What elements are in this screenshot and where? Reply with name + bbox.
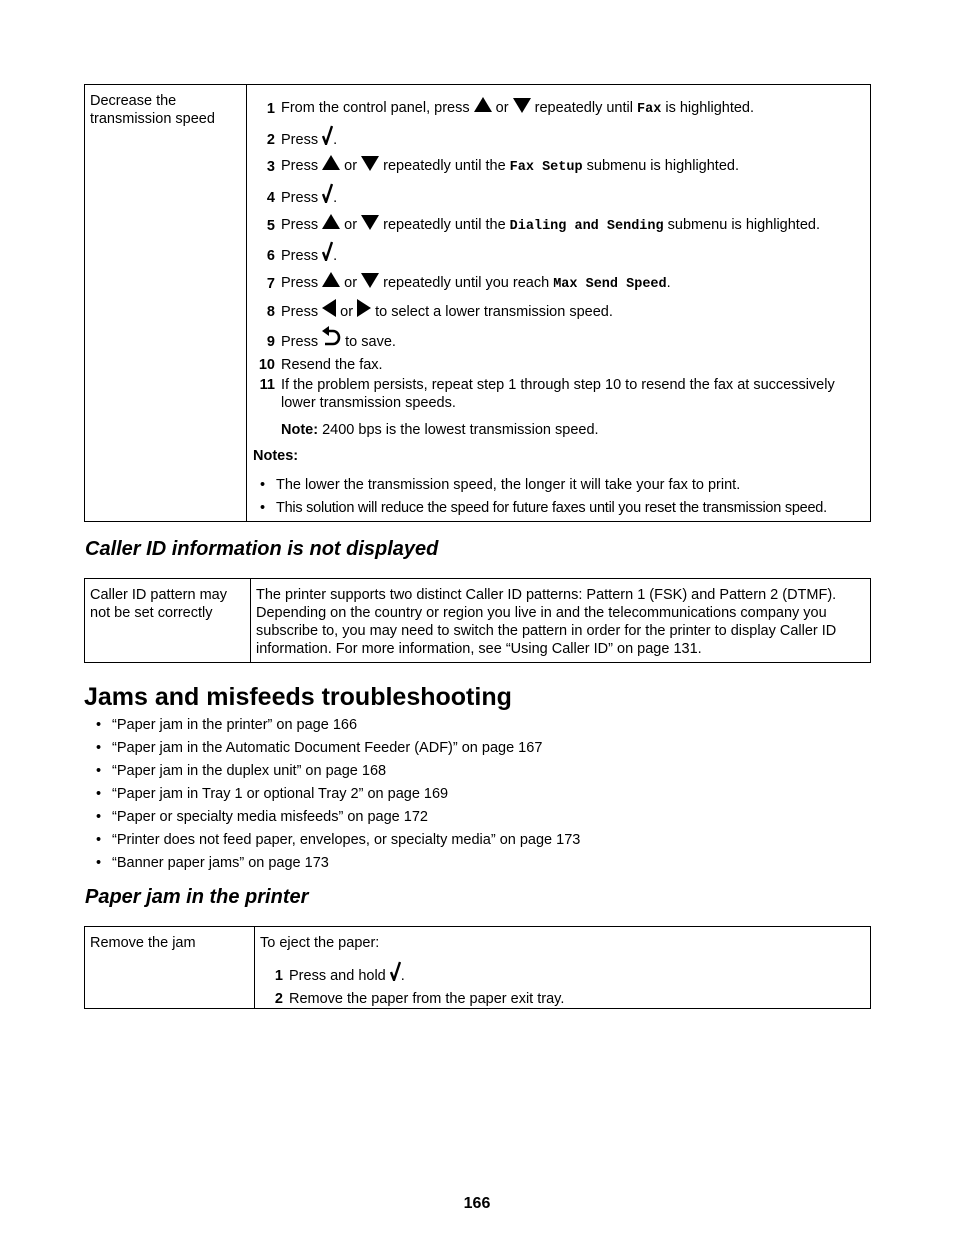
notes-list <box>247 474 870 520</box>
problem-cell <box>85 85 247 522</box>
step-11 <box>247 376 870 412</box>
step-text: Press <box>281 304 319 320</box>
notes-heading: Notes: <box>253 448 299 464</box>
step-text: . <box>400 968 405 984</box>
problem-text: Caller ID pattern may not be set correctly <box>90 587 227 621</box>
step-text: . <box>333 248 338 264</box>
up-arrow-icon <box>322 155 340 171</box>
problem-cell <box>85 579 251 663</box>
intro-text: To eject the paper: <box>260 935 380 951</box>
checkmark-icon <box>390 961 401 981</box>
link-text[interactable]: “Paper jam in the duplex unit” on page 168 <box>112 763 387 779</box>
step-number: 9 <box>266 334 275 350</box>
step-text: submenu is highlighted. <box>667 217 820 233</box>
list-item[interactable]: • “Paper or specialty media misfeeds” on page 172 <box>96 809 428 825</box>
menu-item-name: Max Send Speed <box>553 277 667 292</box>
back-arrow-icon <box>322 326 341 347</box>
step-number: 3 <box>266 159 275 175</box>
solution-cell <box>247 85 871 522</box>
step-text: or <box>344 158 358 174</box>
step-text: or <box>340 304 354 320</box>
step-text: Resend the fax. <box>281 357 383 373</box>
step-text: or <box>344 275 358 291</box>
menu-item-name: Dialing and Sending <box>509 219 664 234</box>
list-item: • This solution will reduce the speed for future faxes until you reset the transmission speed. <box>247 497 870 520</box>
step-text: is highlighted. <box>665 100 755 116</box>
step-8 <box>247 298 870 320</box>
step-2 <box>255 987 870 1007</box>
step-text: . <box>666 275 671 291</box>
list-item[interactable]: • “Paper jam in the printer” on page 166 <box>96 717 358 733</box>
note-item-text: This solution will reduce the speed for future faxes until you reset the transmission speed. <box>276 500 827 516</box>
step-4 <box>247 182 870 206</box>
note-text: 2400 bps is the lowest transmission speed. <box>322 422 599 438</box>
step-number: 5 <box>266 218 275 234</box>
step-3 <box>247 153 870 175</box>
checkmark-icon <box>322 241 333 261</box>
step-text: repeatedly until <box>534 100 633 116</box>
link-text[interactable]: “Paper jam in the Automatic Document Feeder (ADF)” on page 167 <box>112 740 543 756</box>
problem-text: Remove the jam <box>90 935 196 951</box>
step-number: 10 <box>258 357 275 373</box>
step-text: From the control panel, press <box>281 100 470 116</box>
step-text: Press <box>281 275 319 291</box>
link-text[interactable]: “Banner paper jams” on page 173 <box>112 855 329 871</box>
problem-cell <box>85 927 255 1009</box>
step-number: 2 <box>266 132 275 148</box>
step-number: 11 <box>259 377 275 393</box>
list-item: • The lower the transmission speed, the longer it will take your fax to print. <box>247 474 870 497</box>
step-text: . <box>333 190 338 206</box>
step-text: Press and hold <box>289 968 386 984</box>
up-arrow-icon <box>322 272 340 288</box>
checkmark-icon <box>322 183 333 203</box>
down-arrow-icon <box>361 272 379 288</box>
step-number: 8 <box>266 304 275 320</box>
up-arrow-icon <box>474 97 492 113</box>
jams-heading: Jams and misfeeds troubleshooting <box>84 683 512 711</box>
left-arrow-icon <box>322 299 336 317</box>
checkmark-icon <box>322 125 333 145</box>
caller-id-heading: Caller ID information is not displayed <box>85 538 439 560</box>
step-text: Press <box>281 190 319 206</box>
solution-text: The printer supports two distinct Caller ID patterns: Pattern 1 (FSK) and Pattern 2 (DTMF). Depending on the country or region you live in and the telecommunications company you subscribe to, you may need to switch the pattern in order for the printer to display Caller ID information. For more information, see “Using Caller ID” on page 131. <box>256 587 837 657</box>
step-1 <box>255 960 870 984</box>
transmission-speed-table <box>84 84 871 522</box>
step-1 <box>247 95 870 117</box>
step-text: or <box>495 100 509 116</box>
problem-text: Decrease the transmission speed <box>90 93 215 127</box>
list-item[interactable]: • “Paper jam in the duplex unit” on page 168 <box>96 763 387 779</box>
down-arrow-icon <box>361 214 379 230</box>
menu-item-name: Fax Setup <box>509 160 583 175</box>
link-text[interactable]: “Paper jam in Tray 1 or optional Tray 2” on page 169 <box>112 786 449 802</box>
down-arrow-icon <box>361 155 379 171</box>
step-10 <box>247 353 870 373</box>
step-text: Remove the paper from the paper exit tray. <box>289 991 565 1007</box>
link-text[interactable]: “Paper or specialty media misfeeds” on page 172 <box>112 809 428 825</box>
step-5 <box>247 212 870 234</box>
up-arrow-icon <box>322 214 340 230</box>
step-number: 7 <box>266 276 275 292</box>
jams-link-list <box>96 714 580 875</box>
list-item[interactable]: • “Printer does not feed paper, envelopes, or specialty media” on page 173 <box>96 832 581 848</box>
step-note <box>281 420 599 440</box>
list-item[interactable]: • “Banner paper jams” on page 173 <box>96 855 329 871</box>
step-6 <box>247 240 870 264</box>
step-text: Press <box>281 248 319 264</box>
step-text: . <box>333 132 338 148</box>
paper-jam-table <box>84 926 871 1009</box>
menu-item-name: Fax <box>637 102 662 117</box>
down-arrow-icon <box>513 97 531 113</box>
list-item[interactable]: • “Paper jam in Tray 1 or optional Tray 2” on page 169 <box>96 786 449 802</box>
step-text: Press <box>281 132 319 148</box>
step-number: 1 <box>266 101 275 117</box>
step-text: repeatedly until you reach <box>383 275 550 291</box>
step-text: repeatedly until the <box>383 158 506 174</box>
step-text: Press <box>281 158 319 174</box>
step-7 <box>247 270 870 292</box>
step-text: to select a lower transmission speed. <box>375 304 613 320</box>
step-text: Press <box>281 217 319 233</box>
page-number: 166 <box>463 1195 491 1212</box>
step-2 <box>247 124 870 148</box>
step-text: If the problem persists, repeat step 1 through step 10 to resend the fax at successively lower transmission speeds. <box>281 377 835 411</box>
solution-cell <box>251 579 871 663</box>
note-item-text: The lower the transmission speed, the longer it will take your fax to print. <box>276 477 741 493</box>
solution-cell <box>255 927 871 1009</box>
step-text: Press <box>281 334 319 350</box>
list-item[interactable]: • “Paper jam in the Automatic Document Feeder (ADF)” on page 167 <box>96 740 543 756</box>
step-text: to save. <box>345 334 396 350</box>
step-number: 2 <box>274 991 283 1007</box>
step-text: submenu is highlighted. <box>586 158 739 174</box>
link-text[interactable]: “Printer does not feed paper, envelopes, or specialty media” on page 173 <box>112 832 581 848</box>
step-text: repeatedly until the <box>383 217 506 233</box>
caller-id-table <box>84 578 871 663</box>
link-text[interactable]: “Paper jam in the printer” on page 166 <box>112 717 358 733</box>
paper-jam-heading: Paper jam in the printer <box>85 886 309 908</box>
note-label: Note: <box>281 422 319 438</box>
step-text: or <box>344 217 358 233</box>
step-9 <box>247 325 870 350</box>
step-number: 1 <box>274 968 283 984</box>
right-arrow-icon <box>357 299 371 317</box>
step-number: 6 <box>266 248 275 264</box>
step-number: 4 <box>266 190 275 206</box>
